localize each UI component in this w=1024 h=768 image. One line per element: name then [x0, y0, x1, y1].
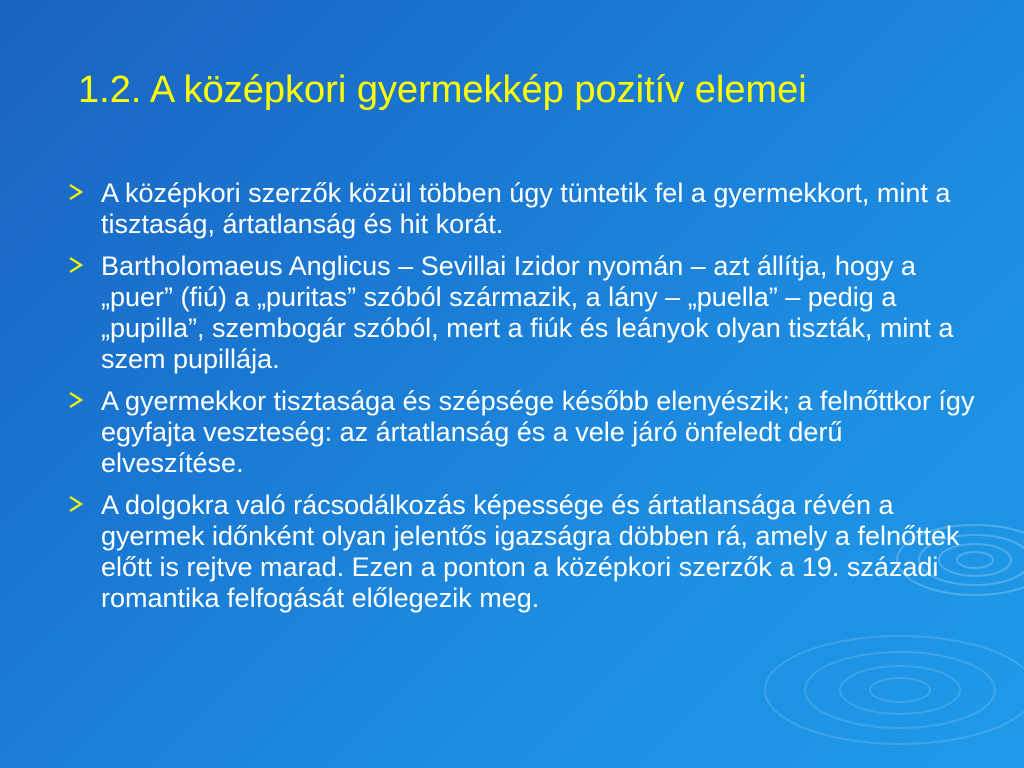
bullet-text: A középkori szerzők közül többen úgy tüntetik fel a gyermekkort, mint a tisztaság, ártatlanság és hit korát.	[101, 178, 951, 239]
arrow-bullet-icon	[67, 495, 85, 513]
arrow-bullet-icon	[67, 183, 85, 201]
bullet-list	[62, 178, 982, 625]
arrow-bullet-icon	[67, 391, 85, 409]
bullet-item	[62, 490, 982, 614]
bullet-text: A gyermekkor tisztasága és szépsége később elenyészik; a felnőttkor így egyfajta veszteség: az ártatlanság és a vele járó önfeledt derű elveszítése.	[101, 386, 975, 478]
bullet-text: Bartholomaeus Anglicus – Sevillai Izidor nyomán – azt állítja, hogy a „puer” (fiú) a „puritas” szóból származik, a lány – „puella” – pedig a „pupilla”, szembogár szóból, mert a fiúk és leányok olyan tiszták, mint a szem pupillája.	[101, 251, 954, 374]
bullet-item	[62, 251, 982, 375]
slide-title: 1.2. A középkori gyermekkép pozitív elemei	[78, 69, 807, 111]
bullet-item	[62, 386, 982, 479]
bullet-item	[62, 178, 982, 240]
arrow-bullet-icon	[67, 256, 85, 274]
bullet-text: A dolgokra való rácsodálkozás képessége és ártatlansága révén a gyermek időnként olyan jelentős igazságra döbben rá, amely a felnőttek előtt is rejtve marad. Ezen a ponton a középkori szerzők a 19. századi romantika felfogását előlegezik meg.	[101, 490, 960, 613]
